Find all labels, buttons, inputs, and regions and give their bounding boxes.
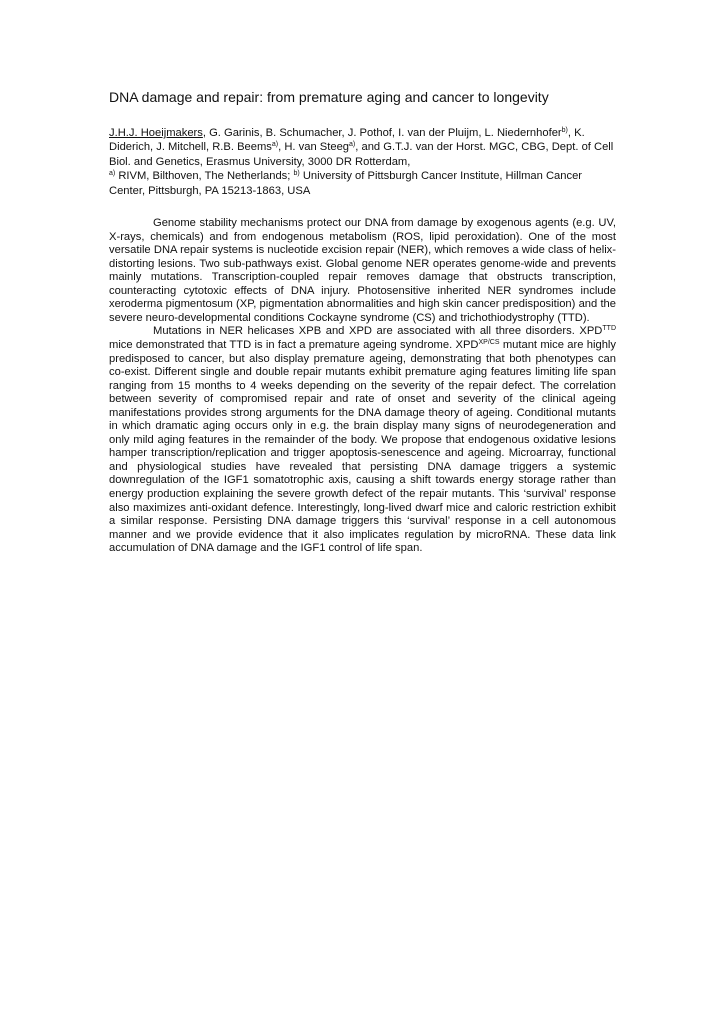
author-text-4: , and G.T.J. van der Horst. MGC, CBG, Dept. of Cell Biol. and Genetics, Erasmus University, 3000 DR Rotterdam, [109, 141, 614, 168]
lead-author: J.H.J. Hoeijmakers [109, 127, 203, 139]
abstract-paragraph-2 [109, 325, 616, 555]
author-text-2: , K. Diderich, J. Mitchell, R.B. Beems [109, 127, 585, 154]
affiliation-label-a: a) [109, 170, 116, 178]
affiliation-mark-b: b) [561, 127, 568, 134]
affiliation-label-b: b) [293, 170, 300, 178]
superscript-xp-cs: XP/CS [478, 338, 500, 346]
paragraph-2-text-a: Mutations in NER helicases XPB and XPD are associated with all three disorders. XPD [153, 325, 603, 338]
abstract-body [109, 217, 616, 556]
author-text-3: , H. van Steeg [278, 141, 350, 154]
author-list [109, 126, 616, 169]
abstract-paragraph-1: Genome stability mechanisms protect our DNA from damage by exogenous agents (e.g. UV, X-rays, chemicals) and from endogenous metabolism (ROS, lipid peroxidation). One of the most versatile DNA repair systems is nucleotide excision repair (NER), which removes a wide class of helix-distorting lesions. Two sub-pathways exist. Global genome NER operates genome-wide and prevents mainly mutations. Transcription-coupled repair removes damage that obstructs transcription, counteracting cytotoxic effects of DNA injury. Photosensitive inherited NER syndromes include xeroderma pigmentosum (XP, pigmentation abnormalities and high skin cancer predisposition) and the severe neuro-developmental conditions Cockayne syndrome (CS) and trichothiodystrophy (TTD). [109, 217, 616, 324]
affiliation-a: RIVM, Bilthoven, The Netherlands; [115, 170, 294, 183]
affiliation-mark-a: a) [271, 141, 279, 149]
affiliation-b: University of Pittsburgh Cancer Institute, Hillman Cancer Center, Pittsburgh, PA 15213-1863, USA [109, 170, 583, 197]
affiliations [109, 169, 616, 198]
affiliation-mark-a: a) [349, 141, 356, 149]
paragraph-2-text-c: mutant mice are highly predisposed to cancer, but also display premature ageing, demonstrating that both phenotypes can co-exist. Different single and double repair mutants exhibit premature aging features limiting life span ranging from 15 months to 4 weeks depending on the severity of the repair defect. The correlation between severity of compromised repair and rate of onset and severity of the clinical ageing manifestations provides strong arguments for the DNA damage theory of ageing. Conditional mutants in which dramatic aging occurs only in e.g. the brain display many signs of neurodegeneration and only mild aging features in the remainder of the body. We propose that endogenous oxidative lesions hamper transcription/replication and trigger apoptosis-senescence and ageing. Microarray, functional and physiological studies have revealed that persisting DNA damage triggers a systemic downregulation of the IGF1 somatotrophic axis, causing a shift towards energy storage rather than energy production explaining the severe growth defect of the repair mutants. This ‘survival’ response also maximizes anti-oxidant defence. Interestingly, long-lived dwarf mice and caloric restriction exhibit a similar response. Persisting DNA damage triggers this ‘survival’ response in a cell autonomous manner and we provide evidence that it also implicates regulation by microRNA. These data link accumulation of DNA damage and the IGF1 control of life span. [109, 338, 616, 555]
superscript-ttd: TTD [602, 325, 616, 333]
abstract-page [109, 88, 616, 556]
author-text-1: , G. Garinis, B. Schumacher, J. Pothof, I. van der Pluijm, L. Niedernhofer [202, 127, 562, 139]
paragraph-2-text-b: mice demonstrated that TTD is in fact a premature ageing syndrome. XPD [109, 338, 479, 351]
paper-title: DNA damage and repair: from premature aging and cancer to longevity [109, 89, 549, 105]
